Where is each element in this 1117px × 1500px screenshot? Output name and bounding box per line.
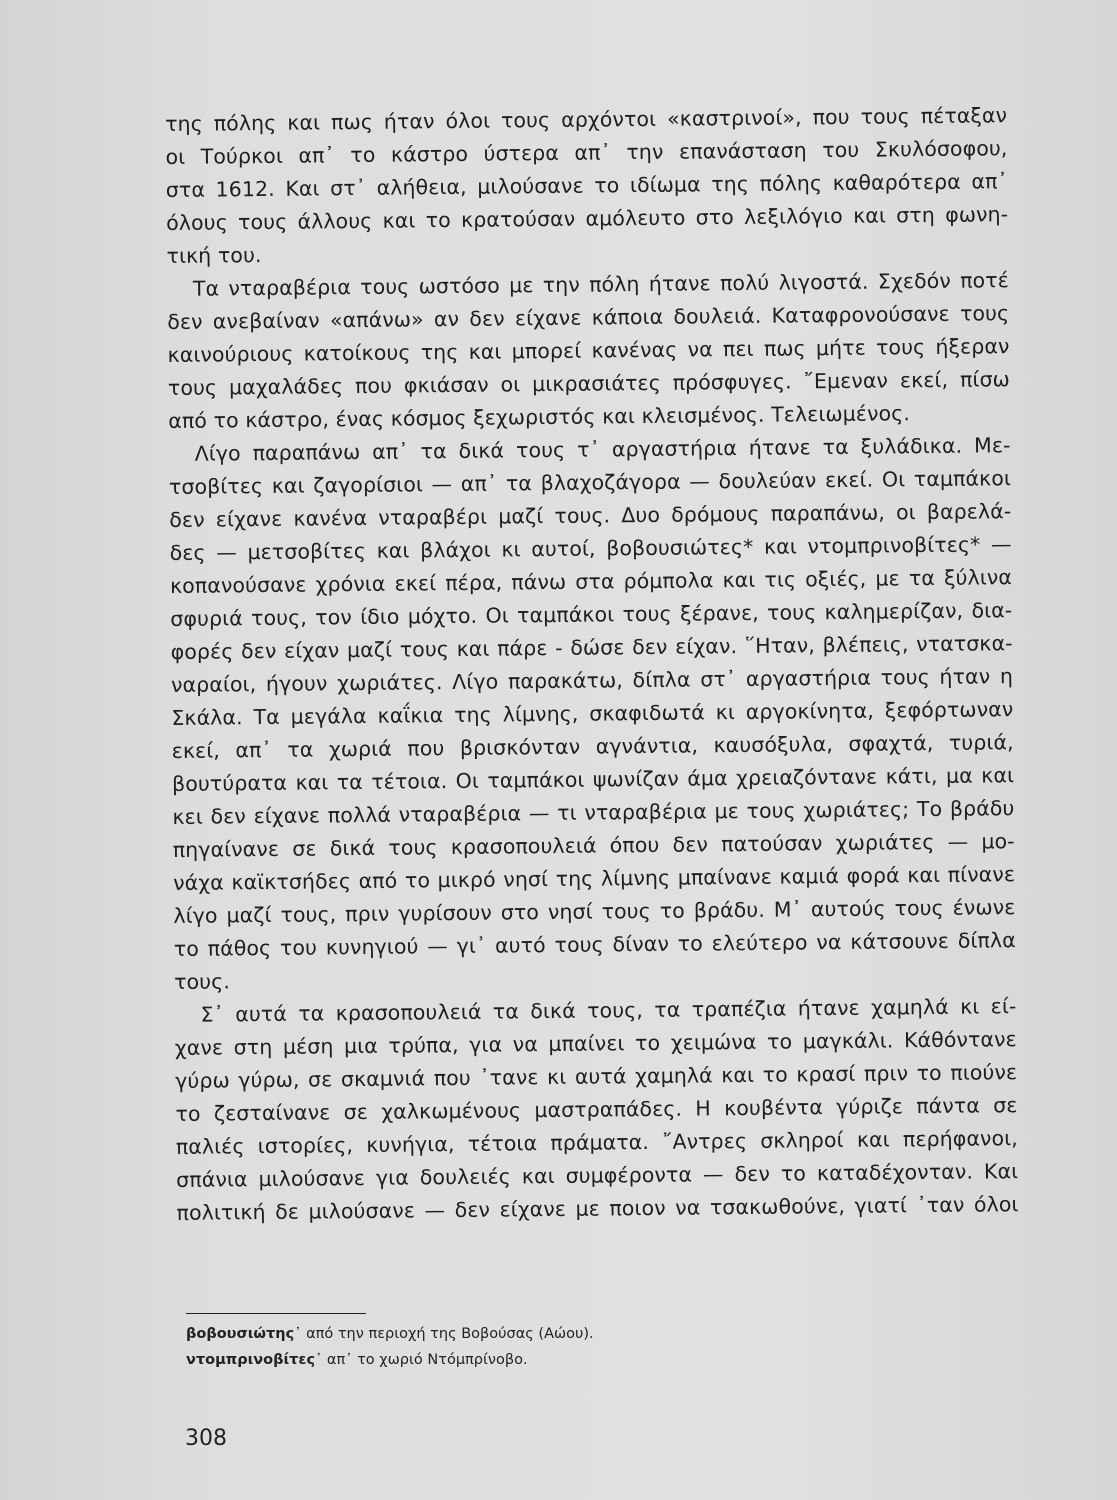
text-line: στα 1612. Και στ᾿ αλήθεια, μιλούσανε το ιδίωμα της πόλης καθαρότερα απ᾿ (165, 169, 1008, 202)
text-line: καινούριους κατοίκους της και μπορεί κανένας να πει πως μήτε τους ήξεραν (167, 334, 1010, 367)
footnote-term: ντομπρινοβίτες (186, 1352, 316, 1368)
footnote-definition: από την περιοχή της Βοβούσας (Αώου). (306, 1326, 594, 1342)
text-line: το ζεσταίνανε σε χαλκωμένους μαστραπάδες. Η κουβέντα γύριζε πάντα σε (175, 1093, 1018, 1126)
text-line: της πόλης και πως ήταν όλοι τους αρχόντοι «καστρινοί», που τους πέταξαν (165, 103, 1008, 136)
text-line: πολιτική δε μιλούσανε — δεν είχανε με ποιον να τσακωθούνε, γιατί ᾿ταν όλοι (176, 1192, 1019, 1225)
footnote-definition: απ᾿ το χωριό Ντόμπρίνοβο. (326, 1352, 528, 1368)
text-line: τική του. (166, 242, 262, 268)
text-line: Τα νταραβέρια τους ωστόσο με την πόλη ήτανε πολύ λιγοστά. Σχεδόν ποτέ (192, 268, 1009, 301)
text-line: σπάνια μιλούσανε για δουλειές και συμφέροντα — δεν το καταδέχονταν. Και (176, 1159, 1019, 1192)
text-line: πηγαίνανε σε δικά τους κρασοπουλειά όπου δεν πατούσαν χωριάτες — μο- (172, 829, 1015, 862)
text-line: παλιές ιστορίες, κυνήγια, τέτοια πράματα. ῎Αντρες σκληροί και περήφανοι, (175, 1126, 1018, 1159)
text-line: ναραίοι, ήγουν χωριάτες. Λίγο παρακάτω, δίπλα στ᾿ αργαστήρια τους ήταν η (170, 664, 1014, 697)
text-line: δες — μετσοβίτες και βλάχοι κι αυτοί, βοβουσιώτες* και ντομπρινοβίτες* — (169, 532, 1012, 565)
text-line: οι Τούρκοι απ᾿ το κάστρο ύστερα απ᾿ την επανάσταση του Σκυλόσοφου, (165, 136, 1008, 169)
text-line: δεν ανεβαίναν «απάνω» αν δεν είχανε κάποια δουλειά. Καταφρονούσανε τους (167, 301, 1010, 334)
text-line: γύρω γύρω, σε σκαμνιά που ᾿τανε κι αυτά χαμηλά και το κρασί πριν το πιούνε (175, 1060, 1018, 1093)
footnote-1: βοβουσιώτης᾿ από την περιοχή της Βοβούσας (Αώου). (186, 1326, 594, 1342)
text-line: Λίγο παραπάνω απ᾿ τα δικά τους τ᾿ αργαστήρια ήτανε τα ξυλάδικα. Με- (194, 433, 1011, 466)
text-line: τους μαχαλάδες που φκιάσαν οι μικρασιάτες πρόσφυγες. ῎Εμεναν εκεί, πίσω (167, 367, 1011, 400)
text-line: λίγο μαζί τους, πριν γυρίσουν στο νησί τους το βράδυ. Μ᾿ αυτούς τους ένωνε (173, 895, 1016, 928)
footnote-2: ντομπρινοβίτες᾿ απ᾿ το χωριό Ντόμπρίνοβο. (186, 1352, 528, 1368)
text-line: όλους τους άλλους και το κρατούσαν αμόλευτο στο λεξιλόγιο και στη φωνη- (166, 202, 1009, 235)
text-line: δεν είχανε κανένα νταραβέρι μαζί τους. Δυο δρόμους παραπάνω, οι βαρελά- (169, 499, 1012, 532)
text-line: από το κάστρο, ένας κόσμος ξεχωριστός και κλεισμένος. Τελειωμένος. (168, 401, 911, 433)
text-line: εκεί, απ᾿ τα χωριά που βρισκόνταν αγνάντια, καυσόξυλα, σφαχτά, τυριά, (171, 730, 1014, 763)
text-line: το πάθος του κυνηγιού — γι᾿ αυτό τους δίναν το ελεύτερο να κάτσουνε δίπλα (173, 928, 1016, 961)
text-line: Σκάλα. Τα μεγάλα καΐκια της λίμνης, σκαφιδωτά κι αργοκίνητα, ξεφόρτωναν (171, 697, 1014, 730)
text-line: φορές δεν είχαν μαζί τους και πάρε - δώσε δεν είχαν. ῞Ηταν, βλέπεις, ντατσκα- (170, 631, 1013, 664)
footnote-term: βοβουσιώτης (186, 1326, 295, 1342)
text-line: τσοβίτες και ζαγορίσιοι — απ᾿ τα βλαχοζάγορα — δουλεύαν εκεί. Οι ταμπάκοι (168, 466, 1012, 499)
text-line: κοπανούσανε χρόνια εκεί πέρα, πάνω στα ρόμπολα και τις οξιές, με τα ξύλινα (169, 565, 1013, 598)
text-line: βουτύρατα και τα τέτοια. Οι ταμπάκοι ψωνίζαν άμα χρειαζόντανε κάτι, μα και (171, 763, 1015, 796)
footnote-divider (186, 1313, 366, 1314)
text-line: σφυριά τους, τον ίδιο μόχτο. Οι ταμπάκοι τους ξέρανε, τους καλημερίζαν, δια- (170, 598, 1013, 631)
text-line: χανε στη μέση μια τρύπα, για να μπαίνει το χειμώνα το μαγκάλι. Κάθόντανε (174, 1027, 1017, 1060)
page-number: 308 (185, 1426, 227, 1451)
body-text (165, 99, 1019, 1230)
text-line: νάχα καϊκτσήδες από το μικρό νησί της λίμνης μπαίνανε καμιά φορά και πίνανε (172, 862, 1016, 895)
text-line: κει δεν είχανε πολλά νταραβέρια — τι νταραβέρια με τους χωριάτες; Το βράδυ (172, 796, 1015, 829)
text-line: τους. (174, 969, 231, 994)
text-line: Σ᾿ αυτά τα κρασοπουλειά τα δικά τους, τα τραπέζια ήτανε χαμηλά κι εί- (200, 994, 1017, 1027)
